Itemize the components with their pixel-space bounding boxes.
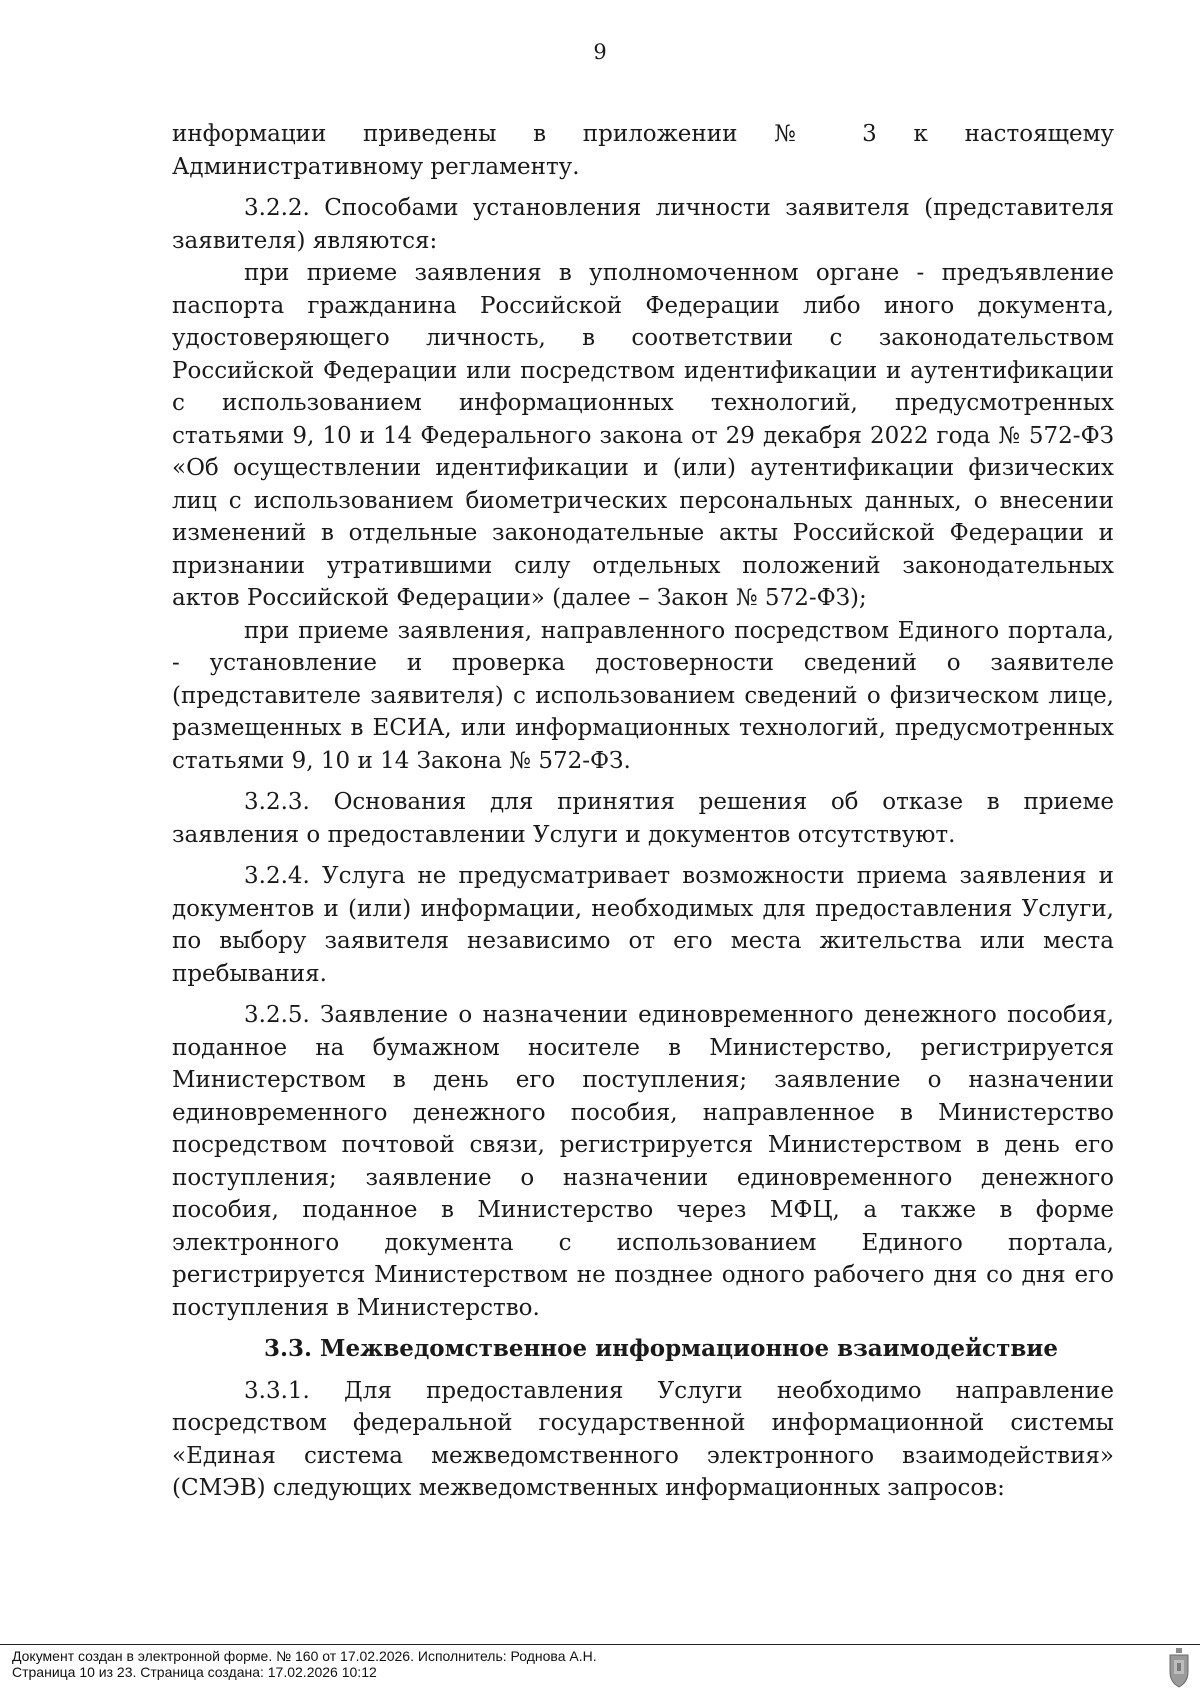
page-number: 9 [593, 40, 607, 64]
footer-line-document-info: Документ создан в электронной форме. № 160 от 17.02.2026. Исполнитель: Роднова А.Н. [12, 1648, 597, 1664]
paragraph: 3.2.4. Услуга не предусматривает возможности приема заявления и документов и (или) информации, необходимых для предоставления Услуги, по выбору заявителя независимо от его места жительства или места пребывания. [172, 863, 1114, 987]
document-body [172, 118, 1114, 1505]
footer-divider [0, 1644, 1200, 1645]
document-footer [12, 1648, 597, 1680]
paragraph: 3.2.3. Основания для принятия решения об отказе в приеме заявления о предоставлении Услуги и документов отсутствуют. [172, 789, 1114, 848]
paragraph: 3.3.1. Для предоставления Услуги необходимо направление посредством федеральной государственной информационной системы «Единая система межведомственного электронного взаимодействия» (СМЭВ) следующих межведомственных информационных запросов: [172, 1377, 1114, 1501]
paragraph: 3.2.5. Заявление о назначении единовременного денежного пособия, поданное на бумажном носителе в Министерство, регистрируется Министерством в день его поступления; заявление о назначении единовременного денежного пособия, направленное в Министерство посредством почтовой связи, регистрируется Министерством в день его поступления; заявление о назначении единовременного денежного пособия, поданное в Министерство через МФЦ, а также в форме электронного документа с использованием Единого портала, регистрируется Министерством не позднее одного рабочего дня со дня его поступления в Министерство. [172, 1002, 1114, 1321]
section-heading: 3.3. Межведомственное информационное взаимодействие [263, 1335, 1058, 1362]
footer-line-page-info: Страница 10 из 23. Страница создана: 17.02.2026 10:12 [12, 1664, 377, 1680]
paragraph: при приеме заявления, направленного посредством Единого портала, - установление и проверка достоверности сведений о заявителе (представителе заявителя) с использованием сведений о физическом лице, размещенных в ЕСИА, или информационных технологий, предусмотренных статьями 9, 10 и 14 Закона № 572-ФЗ. [172, 617, 1114, 774]
paragraph: 3.2.2. Способами установления личности заявителя (представителя заявителя) являются: [172, 195, 1114, 254]
coat-of-arms-icon [1166, 1648, 1192, 1688]
paragraph: при приеме заявления в уполномоченном органе - предъявление паспорта гражданина Российской Федерации либо иного документа, удостоверяющего личность, в соответствии с законодательством Российской Федерации или посредством идентификации и аутентификации с использованием информационных технологий, предусмотренных статьями 9, 10 и 14 Федерального закона от 29 декабря 2022 года № 572-ФЗ «Об осуществлении идентификации и (или) аутентификации физических лиц с использованием биометрических персональных данных, о внесении изменений в отдельные законодательные акты Российской Федерации и признании утратившими силу отдельных положений законодательных актов Российской Федерации» (далее – Закон № 572-ФЗ); [172, 260, 1114, 611]
paragraph: информации приведены в приложении № 3 к настоящему Административному регламенту. [172, 121, 1114, 180]
